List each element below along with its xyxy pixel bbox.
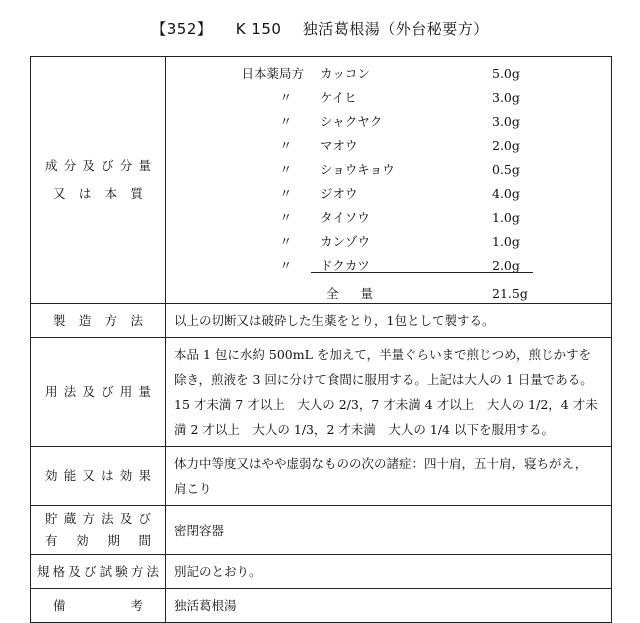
efficacy-line: 肩こり [174, 481, 212, 496]
item-name: カンゾウ [320, 234, 371, 249]
composition-value-cell [166, 57, 612, 304]
total-amount: 21.5g [492, 286, 528, 301]
composition-item [166, 206, 614, 230]
composition-item [166, 182, 614, 206]
spec-value: 別記のとおり。 [166, 555, 612, 589]
composition-item [166, 86, 614, 110]
spec-row [31, 555, 612, 589]
item-amount: 1.0g [492, 234, 520, 249]
item-amount: 3.0g [492, 114, 520, 129]
monograph-code: K 150 [235, 20, 282, 38]
item-amount: 1.0g [492, 210, 520, 225]
usage-line: 除き，煎液を 3 回に分けて食間に服用する。上記は大人の 1 日量である。 [174, 372, 593, 387]
composition-label-line1: 成分及び分量 [45, 158, 151, 173]
item-pharmacopoeia: 〃 [279, 114, 292, 129]
spec-label: 規格及び試験方法 [37, 563, 159, 579]
item-name: ショウキョウ [320, 162, 395, 177]
composition-list [166, 60, 611, 300]
storage-label-line2: 有効期間 [45, 533, 151, 548]
efficacy-row [31, 447, 612, 506]
usage-row [31, 338, 612, 447]
page-title [0, 18, 640, 39]
usage-value-cell [166, 338, 612, 447]
remarks-value: 独活葛根湯 [166, 589, 612, 623]
usage-line: 15 才未満 7 才以上 大人の 2/3，7 才未満 4 才以上 大人の 1/2，4 才未 [174, 397, 598, 412]
item-amount: 5.0g [492, 66, 520, 81]
item-pharmacopoeia: 〃 [279, 162, 292, 177]
efficacy-label: 効能又は効果 [45, 468, 151, 483]
composition-total-row [166, 282, 614, 306]
storage-label-cell [31, 506, 166, 555]
storage-row [31, 506, 612, 555]
usage-label-cell [31, 338, 166, 447]
item-pharmacopoeia: 〃 [279, 258, 292, 273]
usage-line: 満 2 才以上 大人の 1/3，2 才未満 大人の 1/4 以下を服用する。 [174, 422, 554, 437]
composition-item [166, 158, 614, 182]
item-name: ジオウ [320, 186, 358, 201]
item-amount: 3.0g [492, 90, 520, 105]
item-pharmacopoeia: 〃 [279, 138, 292, 153]
item-pharmacopoeia: 〃 [279, 210, 292, 225]
monograph-number: 【352】 [151, 20, 213, 38]
item-amount: 0.5g [492, 162, 520, 177]
item-amount: 2.0g [492, 138, 520, 153]
usage-line: 本品 1 包に水約 500mL を加えて，半量ぐらいまで煎じつめ，煎じかすを [174, 347, 592, 362]
manufacture-label-cell [31, 304, 166, 338]
efficacy-value-cell [166, 447, 612, 506]
manufacture-row [31, 304, 612, 338]
item-name: タイソウ [320, 210, 370, 225]
composition-item [166, 62, 614, 86]
item-name: ケイヒ [320, 90, 357, 105]
composition-item [166, 134, 614, 158]
item-amount: 4.0g [492, 186, 520, 201]
item-pharmacopoeia: 〃 [279, 234, 292, 249]
item-amount: 2.0g [492, 258, 520, 273]
composition-label-line2: 又は本質 [53, 186, 143, 201]
item-name: マオウ [320, 138, 358, 153]
total-label: 全量 [326, 286, 396, 301]
storage-label-line1: 貯蔵方法及び [45, 511, 151, 526]
manufacture-value: 以上の切断又は破砕した生薬をとり，1包として製する。 [166, 304, 612, 338]
manufacture-label: 製造方法 [53, 312, 143, 328]
item-pharmacopoeia: 〃 [279, 186, 292, 201]
composition-row [31, 57, 612, 304]
item-name: カッコン [320, 66, 370, 81]
composition-item [166, 110, 614, 134]
remarks-label-cell [31, 589, 166, 623]
composition-label-cell [31, 57, 166, 304]
usage-label: 用法及び用量 [45, 384, 151, 399]
item-name: シャクヤク [320, 114, 383, 129]
remarks-row [31, 589, 612, 623]
composition-item [166, 254, 614, 278]
storage-value: 密閉容器 [166, 506, 612, 555]
item-pharmacopoeia: 〃 [279, 90, 292, 105]
item-name: ドクカツ [320, 258, 370, 273]
item-pharmacopoeia: 日本薬局方 [241, 66, 304, 81]
spec-label-cell [31, 555, 166, 589]
monograph-table [30, 56, 612, 623]
efficacy-label-cell [31, 447, 166, 506]
remarks-label: 備考 [53, 597, 143, 613]
efficacy-line: 体力中等度又はやや虚弱なものの次の諸症：四十肩，五十肩，寝ちがえ， [174, 456, 588, 471]
monograph-name: 独活葛根湯（外台秘要方） [302, 20, 489, 38]
composition-item [166, 230, 614, 254]
